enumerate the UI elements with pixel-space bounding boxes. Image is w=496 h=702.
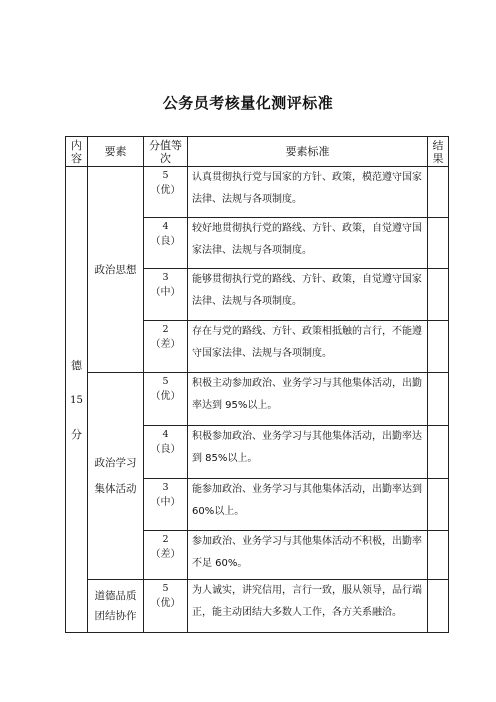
score-cell — [144, 426, 188, 479]
element-morality-teamwork — [88, 580, 144, 633]
element-name-line1: 政治学习 — [94, 457, 137, 469]
standard-text: 认真贯彻执行党与国家的方针、政策，模范遵守国家法律、法规与各项制度。 — [188, 167, 428, 218]
header-standard: 要素标准 — [188, 137, 428, 167]
standard-text: 能参加政治、业务学习与其他集体活动，出勤率达到 60%以上。 — [188, 479, 428, 531]
element-study-activities — [88, 373, 144, 580]
result-cell[interactable] — [428, 167, 449, 218]
content-unit: 分 — [71, 427, 82, 441]
score-cell — [144, 167, 188, 218]
result-cell[interactable] — [428, 479, 449, 531]
result-cell[interactable] — [428, 269, 449, 321]
result-cell[interactable] — [428, 426, 449, 479]
score-cell — [144, 373, 188, 426]
score-cell — [144, 269, 188, 321]
standard-text: 较好地贯彻执行党的路线、方针、政策，自觉遵守国家法律、法规与各项制度。 — [188, 218, 428, 269]
score-value: 2 — [162, 534, 169, 545]
standard-text: 参加政治、业务学习与其他集体活动不积极，出勤率不足 60%。 — [188, 531, 428, 580]
score-cell — [144, 218, 188, 269]
grade-label: （差） — [150, 339, 181, 350]
score-value: 2 — [162, 324, 169, 335]
score-value: 4 — [162, 221, 169, 232]
result-cell[interactable] — [428, 531, 449, 580]
result-cell[interactable] — [428, 580, 449, 633]
header-content: 内容 — [66, 137, 88, 167]
element-political-thought: 政治思想 — [88, 167, 144, 373]
grade-label: （优） — [150, 185, 181, 196]
element-name-line2: 集体活动 — [94, 483, 137, 495]
content-cell-de — [66, 167, 88, 633]
score-cell — [144, 580, 188, 633]
content-label: 德 — [71, 358, 82, 372]
header-result: 结果 — [428, 137, 449, 167]
score-cell — [144, 531, 188, 580]
standard-text: 存在与党的路线、方针、政策相抵触的言行，不能遵守国家法律、法规与各项制度。 — [188, 321, 428, 373]
content-score: 15 — [70, 394, 83, 406]
score-cell — [144, 321, 188, 373]
grade-label: （中） — [150, 497, 181, 508]
page-title: 公务员考核量化测评标准 — [162, 94, 334, 112]
standard-text: 积极主动参加政治、业务学习与其他集体活动，出勤率达到 95%以上。 — [188, 373, 428, 426]
evaluation-table — [65, 136, 449, 633]
result-cell[interactable] — [428, 218, 449, 269]
grade-label: （优） — [150, 598, 181, 609]
result-cell[interactable] — [428, 373, 449, 426]
header-score-grade: 分值等次 — [144, 137, 188, 167]
standard-text: 为人诚实，讲究信用，言行一致，服从领导，品行端正，能主动团结大多数人工作，各方关系融洽。 — [188, 580, 428, 633]
table-row — [66, 167, 449, 218]
score-value: 5 — [162, 170, 169, 181]
element-name-line2: 团结协作 — [94, 610, 137, 622]
standard-text: 积极参加政治、业务学习与其他集体活动，出勤率达到 85%以上。 — [188, 426, 428, 479]
header-element: 要素 — [88, 137, 144, 167]
table-row — [66, 373, 449, 426]
table-row — [66, 580, 449, 633]
table-header-row — [66, 137, 449, 167]
grade-label: （良） — [150, 236, 181, 247]
grade-label: （中） — [150, 287, 181, 298]
standard-text: 能够贯彻执行党的路线、方针、政策，自觉遵守国家法律、法规与各项制度。 — [188, 269, 428, 321]
score-value: 5 — [162, 583, 169, 594]
score-value: 3 — [162, 482, 169, 493]
element-name-line1: 道德品质 — [94, 590, 137, 602]
grade-label: （优） — [150, 391, 181, 402]
result-cell[interactable] — [428, 321, 449, 373]
score-value: 5 — [162, 376, 169, 387]
score-value: 3 — [162, 272, 169, 283]
score-cell — [144, 479, 188, 531]
grade-label: （良） — [150, 444, 181, 455]
grade-label: （差） — [150, 549, 181, 560]
score-value: 4 — [162, 429, 169, 440]
